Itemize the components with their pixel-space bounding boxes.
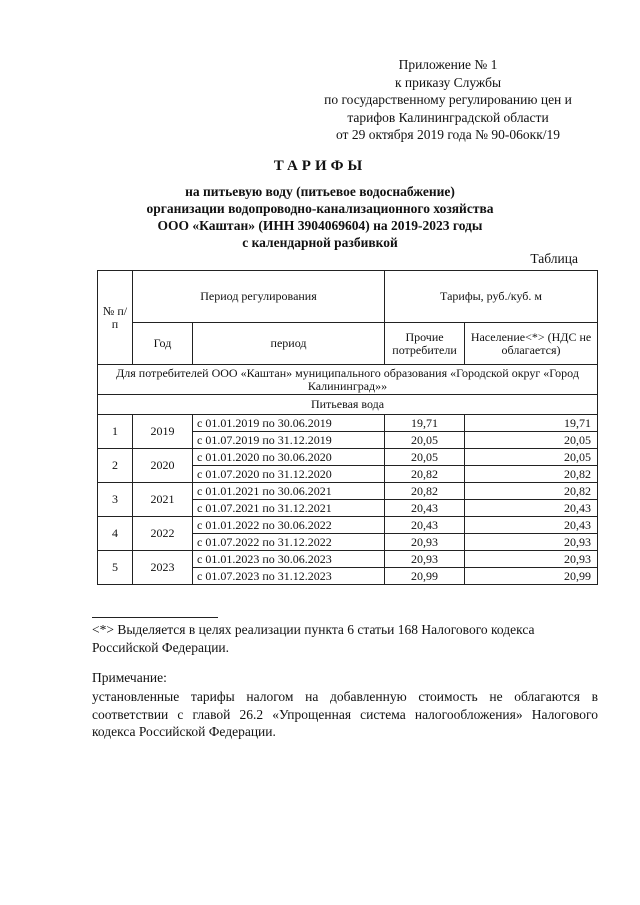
consumers-row	[98, 365, 598, 395]
row-other-value: 20,05	[385, 432, 465, 449]
row-year: 2022	[133, 517, 193, 551]
row-period: с 01.07.2021 по 31.12.2021	[193, 500, 385, 517]
header-period: период	[193, 323, 385, 365]
row-period: с 01.07.2020 по 31.12.2020	[193, 466, 385, 483]
service-cell: Питьевая вода	[98, 395, 598, 415]
table-row	[98, 551, 598, 568]
table-row	[98, 449, 598, 466]
page-subtitle	[0, 183, 640, 251]
row-other-value: 20,99	[385, 568, 465, 585]
row-num: 3	[98, 483, 133, 517]
row-population-value: 19,71	[465, 415, 598, 432]
row-period: с 01.01.2021 по 30.06.2021	[193, 483, 385, 500]
row-year: 2019	[133, 415, 193, 449]
annex-line: по государственному регулированию цен и	[324, 92, 572, 107]
header-num: № п/п	[98, 271, 133, 365]
header-row	[98, 271, 598, 323]
header-period-group: Период регулирования	[133, 271, 385, 323]
header-tariff-group: Тарифы, руб./куб. м	[385, 271, 598, 323]
row-period: с 01.01.2023 по 30.06.2023	[193, 551, 385, 568]
header-year: Год	[133, 323, 193, 365]
row-population-value: 20,05	[465, 432, 598, 449]
row-num: 5	[98, 551, 133, 585]
row-other-value: 20,93	[385, 551, 465, 568]
row-other-value: 20,82	[385, 466, 465, 483]
row-population-value: 20,05	[465, 449, 598, 466]
consumers-cell: Для потребителей ООО «Каштан» муниципального образования «Городской округ «Город Калининград»»	[98, 365, 598, 395]
table-row	[98, 483, 598, 500]
row-year: 2023	[133, 551, 193, 585]
service-row	[98, 395, 598, 415]
row-population-value: 20,82	[465, 483, 598, 500]
table-row	[98, 517, 598, 534]
annex-line: тарифов Калининградской области	[347, 109, 549, 125]
subtitle-line: с календарной разбивкой	[242, 235, 398, 250]
footnote-divider	[92, 617, 218, 618]
row-other-value: 20,43	[385, 517, 465, 534]
row-period: с 01.01.2020 по 30.06.2020	[193, 449, 385, 466]
row-num: 1	[98, 415, 133, 449]
row-period: с 01.07.2023 по 31.12.2023	[193, 568, 385, 585]
page-title: ТАРИФЫ	[273, 158, 367, 174]
tariffs-table	[97, 270, 598, 585]
row-other-value: 20,43	[385, 500, 465, 517]
table-label: Таблица	[530, 251, 578, 266]
row-period: с 01.07.2019 по 31.12.2019	[193, 432, 385, 449]
footnote: <*> Выделяется в целях реализации пункта 6 статьи 168 Налогового кодекса Российской Федерации.	[92, 622, 535, 655]
subtitle-line: организации водопроводно-канализационного хозяйства	[146, 201, 494, 216]
annex-header	[288, 56, 608, 144]
row-population-value: 20,43	[465, 500, 598, 517]
note-title: Примечание:	[92, 670, 167, 685]
subtitle-line: на питьевую воду (питьевое водоснабжение)	[185, 184, 455, 199]
header-population: Население<*> (НДС не облагается)	[465, 323, 598, 365]
row-population-value: 20,82	[465, 466, 598, 483]
row-period: с 01.07.2022 по 31.12.2022	[193, 534, 385, 551]
row-num: 4	[98, 517, 133, 551]
row-num: 2	[98, 449, 133, 483]
row-year: 2020	[133, 449, 193, 483]
row-population-value: 20,99	[465, 568, 598, 585]
note-text: установленные тарифы налогом на добавленную стоимость не облагаются в соответствии с главой 26.2 «Упрощенная система налогообложения» Налогового кодекса Российской Федерации.	[92, 689, 598, 739]
row-population-value: 20,43	[465, 517, 598, 534]
row-period: с 01.01.2019 по 30.06.2019	[193, 415, 385, 432]
annex-line: от 29 октября 2019 года № 90-06окк/19	[335, 127, 561, 142]
row-year: 2021	[133, 483, 193, 517]
table-row	[98, 415, 598, 432]
row-other-value: 19,71	[385, 415, 465, 432]
subtitle-line: ООО «Каштан» (ИНН 3904069604) на 2019-2023 годы	[157, 218, 483, 233]
row-population-value: 20,93	[465, 551, 598, 568]
row-other-value: 20,05	[385, 449, 465, 466]
header-row	[98, 323, 598, 365]
row-other-value: 20,82	[385, 483, 465, 500]
annex-line: к приказу Службы	[394, 74, 502, 90]
annex-line: Приложение № 1	[398, 57, 498, 72]
row-population-value: 20,93	[465, 534, 598, 551]
row-period: с 01.01.2022 по 30.06.2022	[193, 517, 385, 534]
row-other-value: 20,93	[385, 534, 465, 551]
header-other-consumers: Прочие потребители	[385, 323, 465, 365]
